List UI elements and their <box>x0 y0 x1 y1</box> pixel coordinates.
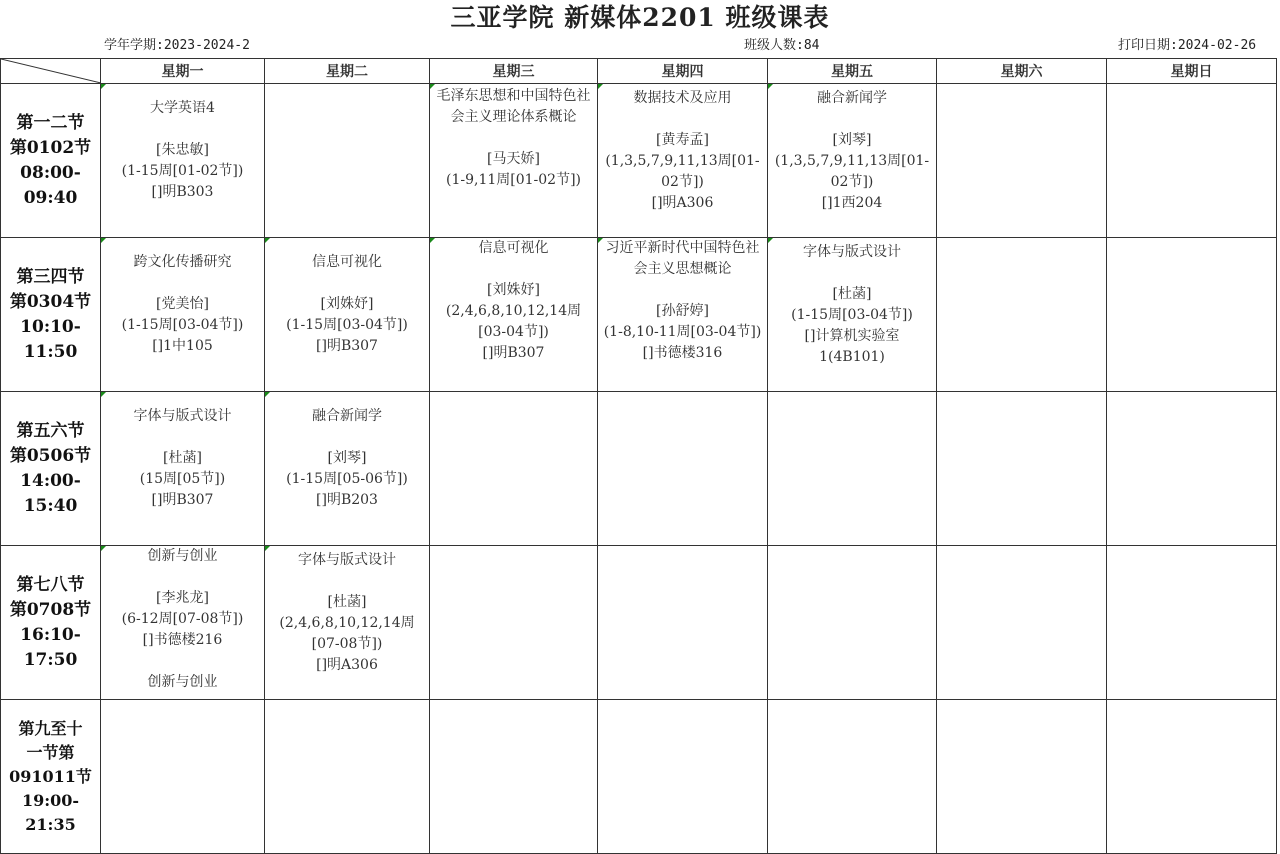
course-room: []书德楼216 <box>142 632 223 648</box>
course-cell[interactable] <box>768 238 937 392</box>
period-line: 09:40 <box>23 187 78 208</box>
course-room: []书德楼316 <box>642 345 723 361</box>
cell-marker-icon <box>768 238 773 243</box>
course-weeks: (1-15周[03-04节]) <box>286 317 408 333</box>
period-line: 第一二节 <box>16 112 85 133</box>
period-row <box>1 546 1277 700</box>
course-name: 信息可视化 <box>312 254 382 270</box>
course-teacher: [党美怡] <box>156 296 209 312</box>
course-cell[interactable] <box>101 84 265 238</box>
course-room: []明A306 <box>651 195 714 211</box>
period-line: 091011节 <box>9 766 92 786</box>
period-line: 第五六节 <box>16 420 85 441</box>
period-label <box>1 700 101 854</box>
course-weeks: (6-12周[07-08节]) <box>121 611 244 627</box>
day-header-mon: 星期一 <box>101 59 265 84</box>
course-weeks: (1-15周[01-02节]) <box>121 163 244 179</box>
timetable <box>0 58 1277 854</box>
course-weeks: (1-15周[05-06节]) <box>286 471 408 487</box>
empty-cell[interactable] <box>101 700 265 854</box>
day-header-wed: 星期三 <box>430 59 598 84</box>
empty-cell[interactable] <box>598 392 768 546</box>
cell-marker-icon <box>598 84 603 89</box>
period-line: 第九至十 <box>18 718 83 738</box>
empty-cell[interactable] <box>430 546 598 700</box>
course-weeks: (1,3,5,7,9,11,13周[01-02节]) <box>605 153 760 190</box>
empty-cell[interactable] <box>1107 700 1277 854</box>
course-cell[interactable] <box>430 238 598 392</box>
period-line: 第七八节 <box>16 574 85 595</box>
empty-cell[interactable] <box>937 546 1107 700</box>
period-line: 17:50 <box>23 649 78 670</box>
course-teacher: [杜菡] <box>163 450 202 466</box>
course-cell[interactable] <box>101 238 265 392</box>
course-teacher: [李兆龙] <box>156 590 209 606</box>
course-teacher: [孙舒婷] <box>656 303 709 319</box>
course-teacher: [刘姝妤] <box>487 282 540 298</box>
course-name: 数据技术及应用 <box>633 90 732 106</box>
course-cell[interactable] <box>598 238 768 392</box>
day-header-sat: 星期六 <box>937 59 1107 84</box>
day-header-sun: 星期日 <box>1107 59 1277 84</box>
page-title: 三亚学院 新媒体2201 班级课表 <box>450 3 830 32</box>
period-line: 第0102节 <box>9 137 92 158</box>
course-weeks: (1,3,5,7,9,11,13周[01-02节]) <box>774 153 930 190</box>
period-line: 10:10- <box>20 316 81 337</box>
term-label: 学年学期:2023-2024-2 <box>104 38 250 53</box>
empty-cell[interactable] <box>598 700 768 854</box>
course-name: 融合新闻学 <box>312 408 382 424</box>
cell-marker-icon <box>265 392 270 397</box>
empty-cell[interactable] <box>768 700 937 854</box>
course-teacher: [朱忠敏] <box>156 142 209 158</box>
cell-marker-icon <box>430 84 435 89</box>
header-row <box>1 59 1277 84</box>
course-weeks: (2,4,6,8,10,12,14周[03-04节]) <box>445 303 582 340</box>
print-date-label: 打印日期:2024-02-26 <box>1118 38 1257 53</box>
period-line: 19:00- <box>21 790 80 810</box>
period-label <box>1 84 101 238</box>
course-name: 字体与版式设计 <box>133 408 232 424</box>
empty-cell[interactable] <box>598 546 768 700</box>
course-cell[interactable] <box>101 392 265 546</box>
period-line: 11:50 <box>23 341 78 362</box>
cell-marker-icon <box>101 238 106 243</box>
empty-cell[interactable] <box>937 700 1107 854</box>
course-room: []明B307 <box>482 345 545 361</box>
empty-cell[interactable] <box>768 546 937 700</box>
empty-cell[interactable] <box>430 392 598 546</box>
empty-cell[interactable] <box>265 84 430 238</box>
cell-marker-icon <box>265 546 270 551</box>
empty-cell[interactable] <box>937 392 1107 546</box>
period-label <box>1 238 101 392</box>
course-cell[interactable] <box>265 392 430 546</box>
course-room: []明B307 <box>151 492 214 508</box>
course-name: 信息可视化 <box>478 240 549 256</box>
course-name-extra: 创新与创业 <box>147 674 218 690</box>
course-name: 字体与版式设计 <box>803 244 901 260</box>
period-row <box>1 392 1277 546</box>
course-cell[interactable] <box>430 84 598 238</box>
period-line: 16:10- <box>20 624 81 645</box>
course-teacher: [马天娇] <box>487 151 540 167</box>
course-room: []明B203 <box>316 492 378 508</box>
course-room: []1西204 <box>821 195 883 211</box>
empty-cell[interactable] <box>768 392 937 546</box>
course-teacher: [杜菡] <box>832 286 872 302</box>
course-weeks: (2,4,6,8,10,12,14周[07-08节]) <box>279 615 415 652</box>
course-room: []明B307 <box>316 338 378 354</box>
cell-marker-icon <box>101 392 106 397</box>
day-header-fri: 星期五 <box>768 59 937 84</box>
empty-cell[interactable] <box>265 700 430 854</box>
course-teacher: [刘琴] <box>327 450 367 466</box>
day-header-thu: 星期四 <box>598 59 768 84</box>
cell-marker-icon <box>265 238 270 243</box>
empty-cell[interactable] <box>1107 546 1277 700</box>
course-teacher: [黄寿孟] <box>656 132 709 148</box>
period-line: 第0506节 <box>9 445 92 466</box>
empty-cell[interactable] <box>1107 84 1277 238</box>
course-weeks: (1-15周[03-04节]) <box>121 317 244 333</box>
course-teacher: [刘姝妤] <box>320 296 374 312</box>
period-line: 第0708节 <box>9 599 92 620</box>
course-cell[interactable] <box>768 84 937 238</box>
diagonal-line <box>1 59 101 83</box>
period-label <box>1 546 101 700</box>
course-room: []1中105 <box>152 338 213 354</box>
cell-marker-icon <box>101 546 106 551</box>
course-cell[interactable] <box>598 84 768 238</box>
course-teacher: [刘琴] <box>832 132 872 148</box>
period-line: 15:40 <box>23 495 78 516</box>
class-size-label: 班级人数:84 <box>744 38 820 53</box>
course-cell[interactable] <box>265 238 430 392</box>
course-weeks: (1-8,10-11周[03-04节]) <box>603 324 762 340</box>
course-name: 毛泽东思想和中国特色社会主义理论体系概论 <box>436 88 591 125</box>
cell-marker-icon <box>598 238 603 243</box>
empty-cell[interactable] <box>937 238 1107 392</box>
period-row <box>1 238 1277 392</box>
course-room: []计算机实验室1(4B101) <box>804 328 900 365</box>
cell-marker-icon <box>430 238 435 243</box>
course-room: []明A306 <box>316 657 378 673</box>
course-name: 习近平新时代中国特色社会主义思想概论 <box>605 240 760 277</box>
period-line: 一节第 <box>26 742 75 762</box>
course-name: 创新与创业 <box>147 548 218 564</box>
course-name: 字体与版式设计 <box>298 552 396 568</box>
course-name: 大学英语4 <box>150 100 215 116</box>
period-line: 08:00- <box>20 162 81 183</box>
period-row <box>1 84 1277 238</box>
course-weeks: (1-9,11周[01-02节]) <box>445 172 582 188</box>
period-row <box>1 700 1277 854</box>
course-teacher: [杜菡] <box>327 594 367 610</box>
empty-cell[interactable] <box>1107 392 1277 546</box>
course-weeks: (15周[05节]) <box>139 471 226 487</box>
cell-marker-icon <box>101 84 106 89</box>
period-line: 21:35 <box>25 814 76 834</box>
period-line: 14:00- <box>20 470 81 491</box>
course-name: 融合新闻学 <box>817 90 887 106</box>
course-cell[interactable] <box>101 546 265 700</box>
empty-cell[interactable] <box>430 700 598 854</box>
course-room: []明B303 <box>151 184 214 200</box>
empty-cell[interactable] <box>1107 238 1277 392</box>
day-header-tue: 星期二 <box>265 59 430 84</box>
cell-marker-icon <box>768 84 773 89</box>
course-weeks: (1-15周[03-04节]) <box>791 307 913 323</box>
corner-cell <box>1 59 101 84</box>
empty-cell[interactable] <box>937 84 1107 238</box>
course-name: 跨文化传播研究 <box>133 254 232 270</box>
period-label <box>1 392 101 546</box>
period-line: 第三四节 <box>16 266 85 287</box>
course-cell[interactable] <box>265 546 430 700</box>
period-line: 第0304节 <box>9 291 92 312</box>
